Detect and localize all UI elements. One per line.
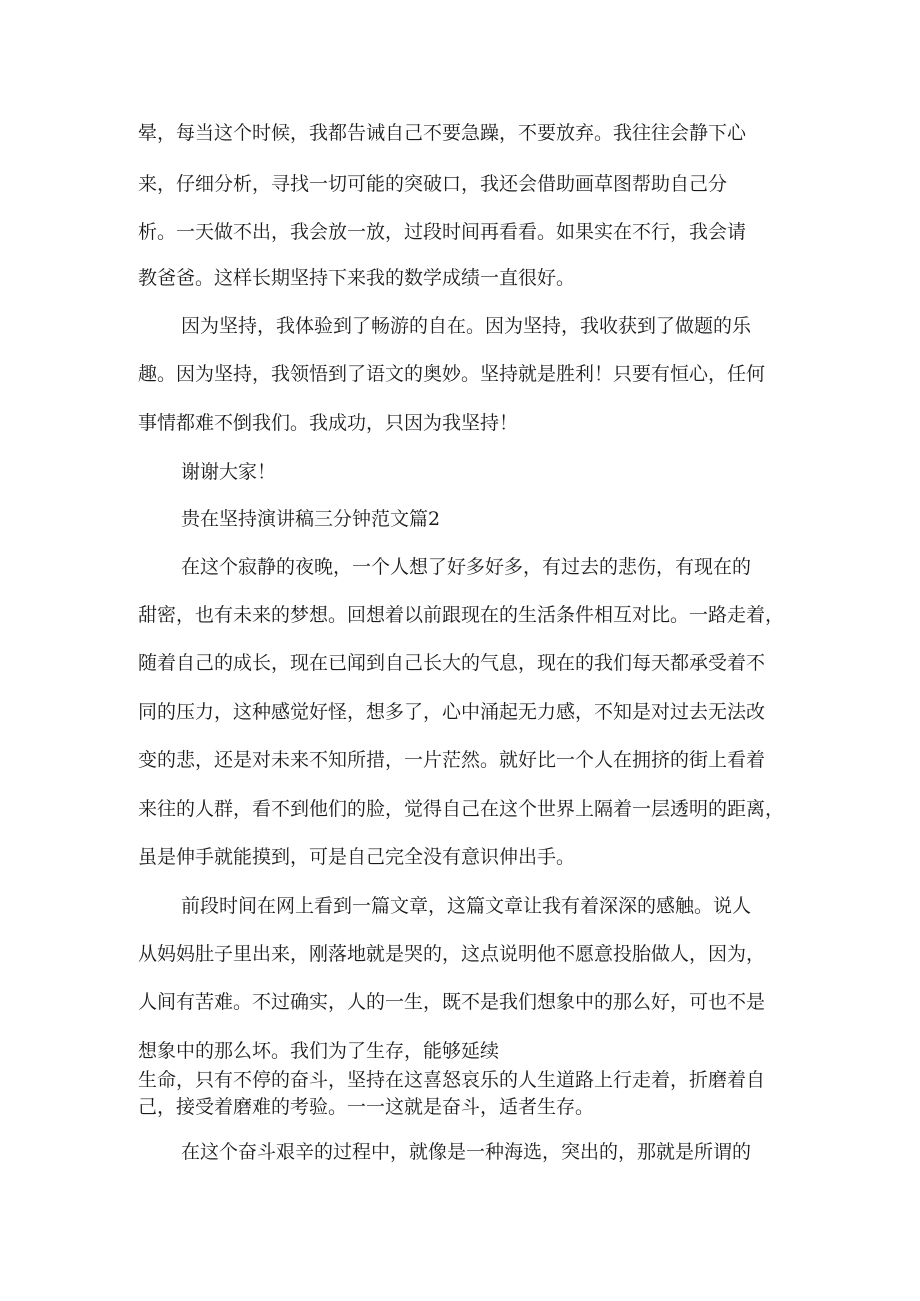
text-line: 从妈妈肚子里出来，刚落地就是哭的，这点说明他不愿意投胎做人，因为， xyxy=(138,943,766,965)
text-line: 生命，只有不停的奋斗，坚持在这喜怒哀乐的人生道路上行走着，折磨着自 xyxy=(138,1069,766,1091)
text-line: 因为坚持，我体验到了畅游的自在。因为坚持，我收获到了做题的乐 xyxy=(181,315,752,337)
text-line: 析。一天做不出，我会放一放，过段时间再看看。如果实在不行，我会请 xyxy=(138,221,747,243)
text-line: 在这个寂静的夜晚，一个人想了好多好多，有过去的悲伤，有现在的 xyxy=(181,556,752,578)
text-line: 想象中的那么坏。我们为了生存，能够延续 xyxy=(138,1040,500,1062)
text-line: 同的压力，这种感觉好怪，想多了，心中涌起无力感，不知是对过去无法改 xyxy=(138,701,766,723)
text-line: 虽是伸手就能摸到，可是自己完全没有意识伸出手。 xyxy=(138,846,576,868)
text-line: 在这个奋斗艰辛的过程中，就像是一种海选，突出的，那就是所谓的 xyxy=(181,1141,752,1163)
text-line: 人间有苦难。不过确实，人的一生，既不是我们想象中的那么好，可也不是 xyxy=(138,991,766,1013)
text-line: 甜密，也有未来的梦想。回想着以前跟现在的生活条件相互对比。一路走着， xyxy=(138,604,785,626)
text-line: 来，仔细分析，寻找一切可能的突破口，我还会借助画草图帮助自己分 xyxy=(138,173,728,195)
section-heading: 贵在坚持演讲稿三分钟范文篇2 xyxy=(181,508,441,530)
text-line: 谢谢大家！ xyxy=(181,461,277,483)
text-line: 事情都难不倒我们。我成功，只因为我坚持！ xyxy=(138,412,519,434)
text-line: 晕，每当这个时候，我都告诫自己不要急躁，不要放弃。我往往会静下心 xyxy=(138,122,747,144)
text-line: 随着自己的成长，现在已闻到自己长大的气息，现在的我们每天都承受着不 xyxy=(138,652,766,674)
text-line: 趣。因为坚持，我领悟到了语文的奥妙。坚持就是胜利！只要有恒心，任何 xyxy=(138,363,766,385)
text-line: 教爸爸。这样长期坚持下来我的数学成绩一直很好。 xyxy=(138,267,576,289)
text-line: 来往的人群，看不到他们的脸，觉得自己在这个世界上隔着一层透明的距离， xyxy=(138,798,785,820)
text-line: 己，接受着磨难的考验。一一这就是奋斗，适者生存。 xyxy=(138,1096,595,1118)
text-line: 变的悲，还是对未来不知所措，一片茫然。就好比一个人在拥挤的街上看着 xyxy=(138,749,766,771)
text-line: 前段时间在网上看到一篇文章，这篇文章让我有着深深的感触。说人 xyxy=(181,895,752,917)
